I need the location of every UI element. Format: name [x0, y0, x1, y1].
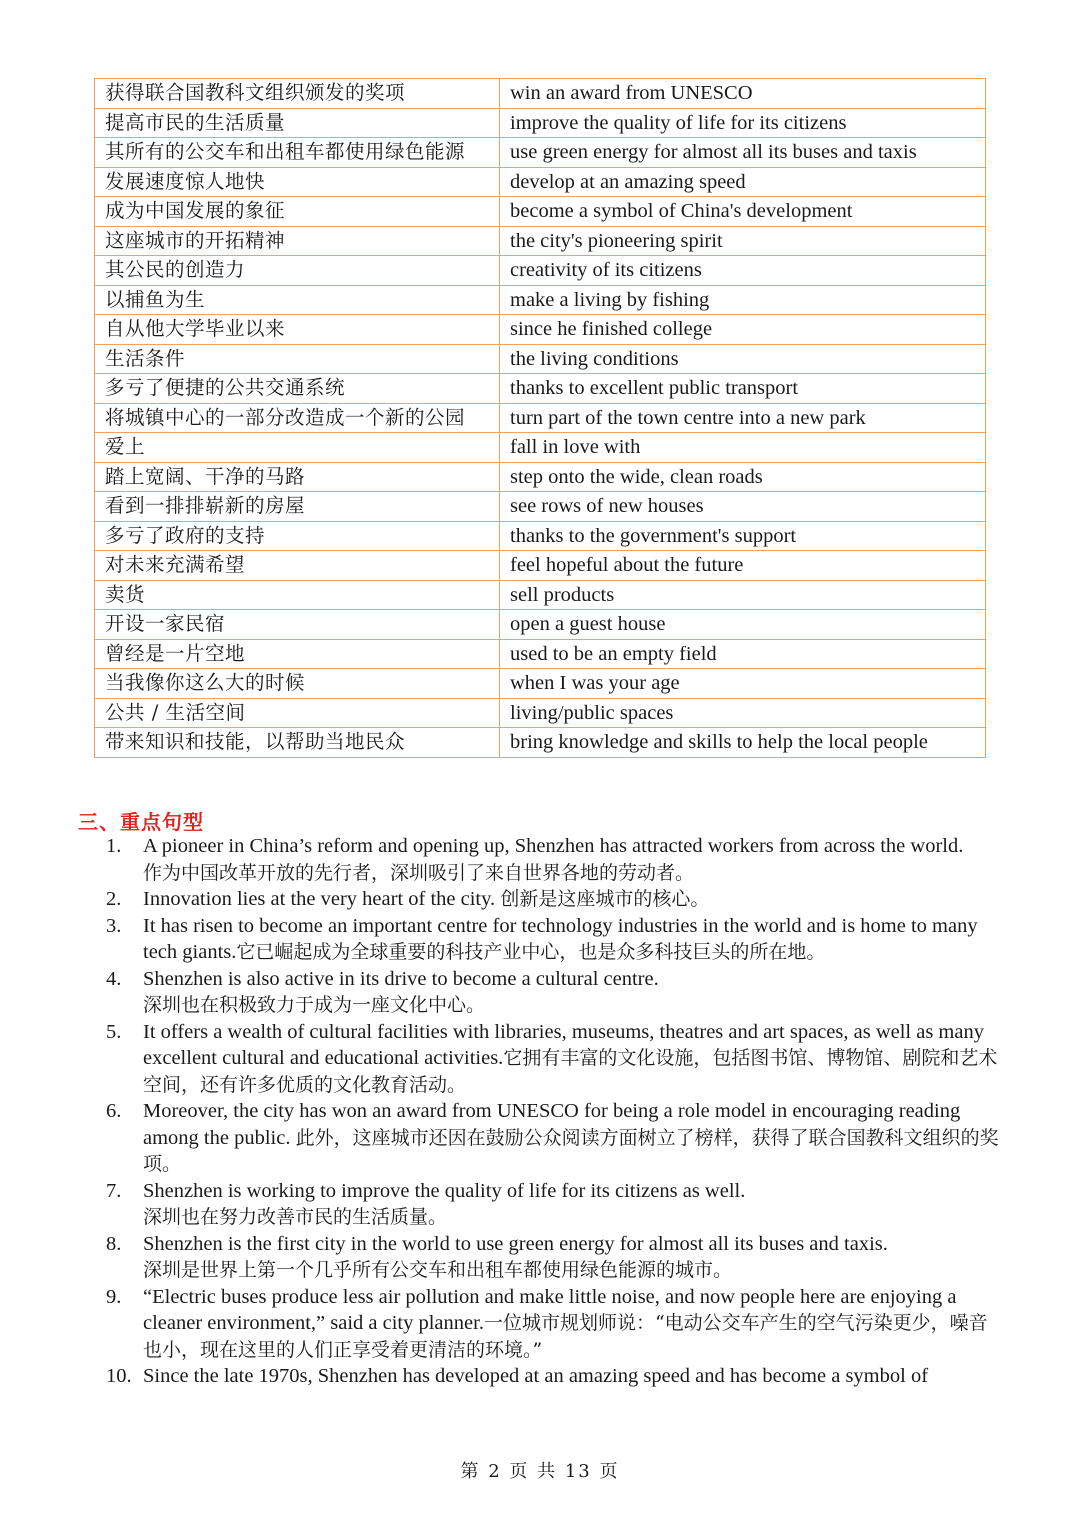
- vocab-row: [95, 79, 986, 109]
- vocab-english-cell: make a living by fishing: [500, 285, 986, 315]
- vocab-row: [95, 669, 986, 699]
- vocab-english-cell: improve the quality of life for its citizens: [500, 108, 986, 138]
- sentence-english: Shenzhen is also active in its drive to become a cultural centre.: [143, 967, 659, 990]
- vocab-english-cell: the city's pioneering spirit: [500, 226, 986, 256]
- sentence-chinese: 一位城市规划师说：“电动公交车产生的空气污染更少，噪音也小，现在这里的人们正享受着更清洁的环境。”: [143, 1312, 988, 1361]
- vocab-chinese-cell: 其所有的公交车和出租车都使用绿色能源: [95, 138, 500, 168]
- sentence-number: 6.: [106, 1100, 122, 1122]
- vocab-row: [95, 728, 986, 758]
- vocab-chinese-cell: 曾经是一片空地: [95, 639, 500, 669]
- vocab-english-cell: used to be an empty field: [500, 639, 986, 669]
- vocab-english-cell: when I was your age: [500, 669, 986, 699]
- sentence-chinese: 深圳也在积极致力于成为一座文化中心。: [143, 994, 486, 1016]
- vocab-chinese-cell: 多亏了政府的支持: [95, 521, 500, 551]
- sentence-number: 2.: [106, 888, 122, 910]
- vocab-english-cell: creativity of its citizens: [500, 256, 986, 286]
- vocab-chinese-cell: 发展速度惊人地快: [95, 167, 500, 197]
- vocab-row: [95, 344, 986, 374]
- vocab-row: [95, 433, 986, 463]
- vocab-row: [95, 580, 986, 610]
- vocab-english-cell: open a guest house: [500, 610, 986, 640]
- sentence-item: [106, 913, 1006, 966]
- vocab-english-cell: sell products: [500, 580, 986, 610]
- sentence-item: [106, 966, 1006, 1019]
- sentence-english: A pioneer in China’s reform and opening up, Shenzhen has attracted workers from across the world.: [143, 835, 964, 857]
- vocab-english-cell: turn part of the town centre into a new park: [500, 403, 986, 433]
- vocab-english-cell: win an award from UNESCO: [500, 79, 986, 109]
- vocab-english-cell: use green energy for almost all its buses and taxis: [500, 138, 986, 168]
- vocab-chinese-cell: 看到一排排崭新的房屋: [95, 492, 500, 522]
- vocab-row: [95, 226, 986, 256]
- vocab-row: [95, 462, 986, 492]
- vocab-row: [95, 698, 986, 728]
- vocab-english-cell: develop at an amazing speed: [500, 167, 986, 197]
- sentence-number: 5.: [106, 1020, 122, 1043]
- vocab-chinese-cell: 提高市民的生活质量: [95, 108, 500, 138]
- vocab-row: [95, 492, 986, 522]
- vocab-english-cell: living/public spaces: [500, 698, 986, 728]
- sentence-number: 10.: [106, 1365, 132, 1387]
- vocab-chinese-cell: 以捕鱼为生: [95, 285, 500, 315]
- vocab-chinese-cell: 当我像你这么大的时候: [95, 669, 500, 699]
- vocab-table: [94, 78, 986, 758]
- sentence-item: [106, 1019, 1006, 1099]
- sentence-english: It offers a wealth of cultural facilities with libraries, museums, theatres and art spaces, as well as many excellent cultural and educational activities.: [143, 1020, 984, 1069]
- sentence-chinese: 作为中国改革开放的先行者，深圳吸引了来自世界各地的劳动者。: [143, 861, 695, 884]
- vocab-chinese-cell: 公共 / 生活空间: [95, 698, 500, 728]
- vocab-row: [95, 285, 986, 315]
- vocab-chinese-cell: 生活条件: [95, 344, 500, 374]
- vocab-row: [95, 521, 986, 551]
- section-heading: 三、重点句型: [78, 810, 204, 834]
- vocab-english-cell: become a symbol of China's development: [500, 197, 986, 227]
- vocab-chinese-cell: 获得联合国教科文组织颁发的奖项: [95, 79, 500, 109]
- sentence-item: [106, 1178, 1006, 1231]
- sentence-item: [106, 1098, 1006, 1178]
- vocab-chinese-cell: 多亏了便捷的公共交通系统: [95, 374, 500, 404]
- vocab-chinese-cell: 开设一家民宿: [95, 610, 500, 640]
- vocab-chinese-cell: 将城镇中心的一部分改造成一个新的公园: [95, 403, 500, 433]
- vocab-chinese-cell: 卖货: [95, 580, 500, 610]
- vocab-row: [95, 374, 986, 404]
- sentence-english: It has risen to become an important centre for technology industries in the world and is home to many tech giants.: [143, 914, 978, 963]
- vocab-english-cell: fall in love with: [500, 433, 986, 463]
- sentence-english: Moreover, the city has won an award from UNESCO for being a role model in encouraging reading among the public.: [143, 1100, 961, 1149]
- sentence-chinese: 深圳是世界上第一个几乎所有公交车和出租车都使用绿色能源的城市。: [143, 1259, 733, 1281]
- vocab-chinese-cell: 自从他大学毕业以来: [95, 315, 500, 345]
- vocab-row: [95, 197, 986, 227]
- sentence-number: 1.: [106, 835, 122, 857]
- vocab-row: [95, 639, 986, 669]
- vocab-row: [95, 167, 986, 197]
- sentence-number: 7.: [106, 1179, 122, 1202]
- vocab-chinese-cell: 爱上: [95, 433, 500, 463]
- sentence-english: “Electric buses produce less air pollution and make little noise, and now people here are enjoying a cleaner environment,” said a city planner.: [143, 1285, 957, 1334]
- vocab-chinese-cell: 这座城市的开拓精神: [95, 226, 500, 256]
- vocab-english-cell: thanks to excellent public transport: [500, 374, 986, 404]
- sentence-chinese: 深圳也在努力改善市民的生活质量。: [143, 1206, 448, 1228]
- vocab-chinese-cell: 踏上宽阔、干净的马路: [95, 462, 500, 492]
- sentence-number: 4.: [106, 967, 122, 990]
- vocab-table-body: [95, 79, 986, 758]
- vocab-row: [95, 256, 986, 286]
- sentence-chinese: 它已崛起成为全球重要的科技产业中心，也是众多科技巨头的所在地。: [236, 941, 826, 963]
- vocab-english-cell: bring knowledge and skills to help the local people: [500, 728, 986, 758]
- vocab-row: [95, 551, 986, 581]
- vocab-english-cell: since he finished college: [500, 315, 986, 345]
- sentence-english: Shenzhen is working to improve the quality of life for its citizens as well.: [143, 1179, 746, 1202]
- vocab-chinese-cell: 带来知识和技能，以帮助当地民众: [95, 728, 500, 758]
- sentence-item: [106, 833, 1006, 886]
- sentence-english: Since the late 1970s, Shenzhen has developed at an amazing speed and has become a symbol of: [143, 1365, 929, 1387]
- sentence-chinese: 此外，这座城市还因在鼓励公众阅读方面树立了榜样，获得了联合国教科文组织的奖项。: [143, 1126, 999, 1175]
- vocab-english-cell: step onto the wide, clean roads: [500, 462, 986, 492]
- vocab-row: [95, 403, 986, 433]
- vocab-row: [95, 108, 986, 138]
- vocab-english-cell: the living conditions: [500, 344, 986, 374]
- sentence-chinese: 创新是这座城市的核心。: [500, 888, 710, 910]
- key-sentences-list: [106, 833, 1006, 1390]
- vocab-english-cell: see rows of new houses: [500, 492, 986, 522]
- page-footer: 第 2 页 共 13 页: [460, 1461, 620, 1482]
- sentence-number: 3.: [106, 914, 122, 937]
- vocab-row: [95, 610, 986, 640]
- vocab-english-cell: feel hopeful about the future: [500, 551, 986, 581]
- sentence-item: [106, 1231, 1006, 1284]
- sentence-item: [106, 1284, 1006, 1364]
- sentence-chinese: 它拥有丰富的文化设施，包括图书馆、博物馆、剧院和艺术空间，还有许多优质的文化教育活动。: [143, 1047, 998, 1096]
- vocab-row: [95, 315, 986, 345]
- sentence-number: 9.: [106, 1285, 122, 1308]
- sentence-english: Shenzhen is the first city in the world to use green energy for almost all its buses and taxis.: [143, 1232, 888, 1255]
- vocab-chinese-cell: 成为中国发展的象征: [95, 197, 500, 227]
- sentence-english: Innovation lies at the very heart of the city.: [143, 888, 501, 910]
- vocab-english-cell: thanks to the government's support: [500, 521, 986, 551]
- vocab-chinese-cell: 其公民的创造力: [95, 256, 500, 286]
- sentence-item: [106, 1363, 1006, 1390]
- sentence-number: 8.: [106, 1232, 122, 1255]
- sentence-item: [106, 886, 1006, 913]
- vocab-row: [95, 138, 986, 168]
- vocab-chinese-cell: 对未来充满希望: [95, 551, 500, 581]
